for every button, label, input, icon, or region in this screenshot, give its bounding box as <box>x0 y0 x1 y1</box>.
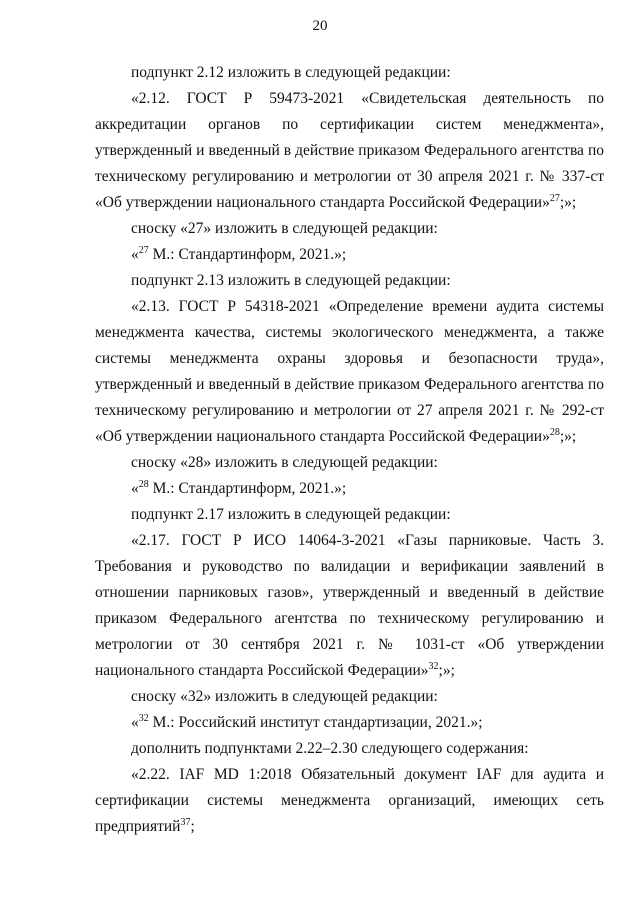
page-number: 20 <box>312 18 328 34</box>
paragraph-text: дополнить подпунктами 2.22–2.30 следующего содержания: <box>131 740 529 757</box>
paragraph-text: «2.12. ГОСТ Р 59473-2021 «Свидетельская деятельность по аккредитации органов по сертификации систем менеджмента», утвержденный и введенный в действие приказом Федерального агентства по техническому регулированию и метрологии от 30 апреля 2021 г. № 337-ст «Об утверждении национального стандарта Российской Федерации» <box>95 90 604 211</box>
paragraph-add-subitems-intro <box>95 736 604 762</box>
paragraph-text: «2.13. ГОСТ Р 54318-2021 «Определение времени аудита системы менеджмента качества, системы экологического менеджмента, а также системы менеджмента охраны здоровья и безопасности труда», утвержденный и введенный в действие приказом Федерального агентства по техническому регулированию и метрологии от 27 апреля 2021 г. № 292-ст «Об утверждении национального стандарта Российской Федерации» <box>95 298 604 445</box>
document-body <box>95 60 604 840</box>
paragraph-2-13-gost-54318 <box>95 294 604 450</box>
paragraph-subitem-2-17-intro <box>95 502 604 528</box>
paragraph-subitem-2-12-intro <box>95 60 604 86</box>
paragraph-text: подпункт 2.17 изложить в следующей редакции: <box>131 506 451 523</box>
paragraph-2-12-gost-59473 <box>95 86 604 216</box>
paragraph-tail: ;»; <box>438 662 455 679</box>
paragraph-head: « <box>131 714 139 731</box>
paragraph-footnote-28 <box>95 476 604 502</box>
paragraph-footnote-27-intro <box>95 216 604 242</box>
paragraph-text: сноску «27» изложить в следующей редакции: <box>131 220 438 237</box>
footnote-ref: 37 <box>180 816 191 828</box>
paragraph-text: подпункт 2.12 изложить в следующей редакции: <box>131 64 451 81</box>
footnote-ref: 27 <box>549 192 560 204</box>
footnote-ref: 32 <box>138 712 149 724</box>
paragraph-footnote-32 <box>95 710 604 736</box>
paragraph-footnote-32-intro <box>95 684 604 710</box>
paragraph-2-22-iaf-md1 <box>95 762 604 840</box>
paragraph-text: «2.17. ГОСТ Р ИСО 14064-3-2021 «Газы парниковые. Часть 3. Требования и руководство по валидации и верификации заявлений в отношении парниковых газов», утвержденный и введенный в действие приказом Федерального агентства по техническому регулированию и метрологии от 30 сентября 2021 г. № 1031-ст «Об утверждении национального стандарта Российской Федерации» <box>95 532 604 679</box>
paragraph-text: сноску «28» изложить в следующей редакции: <box>131 454 438 471</box>
paragraph-footnote-28-intro <box>95 450 604 476</box>
footnote-ref: 28 <box>549 426 560 438</box>
paragraph-text: М.: Российский институт стандартизации, 2021.»; <box>148 714 483 731</box>
paragraph-text: «2.22. IAF MD 1:2018 Обязательный документ IAF для аудита и сертификации системы менеджмента организаций, имеющих сеть предприятий <box>95 766 604 835</box>
paragraph-tail: ; <box>190 818 195 835</box>
paragraph-footnote-27 <box>95 242 604 268</box>
footnote-ref: 27 <box>138 244 149 256</box>
paragraph-tail: ;»; <box>559 194 577 211</box>
footnote-ref: 28 <box>138 478 149 490</box>
paragraph-text: М.: Стандартинформ, 2021.»; <box>148 480 347 497</box>
paragraph-text: М.: Стандартинформ, 2021.»; <box>148 246 347 263</box>
paragraph-text: подпункт 2.13 изложить в следующей редакции: <box>131 272 451 289</box>
paragraph-tail: ;»; <box>559 428 577 445</box>
paragraph-2-17-gost-iso-14064 <box>95 528 604 684</box>
paragraph-head: « <box>131 246 139 263</box>
paragraph-subitem-2-13-intro <box>95 268 604 294</box>
footnote-ref: 32 <box>428 660 439 672</box>
paragraph-text: сноску «32» изложить в следующей редакции: <box>131 688 438 705</box>
paragraph-head: « <box>131 480 139 497</box>
